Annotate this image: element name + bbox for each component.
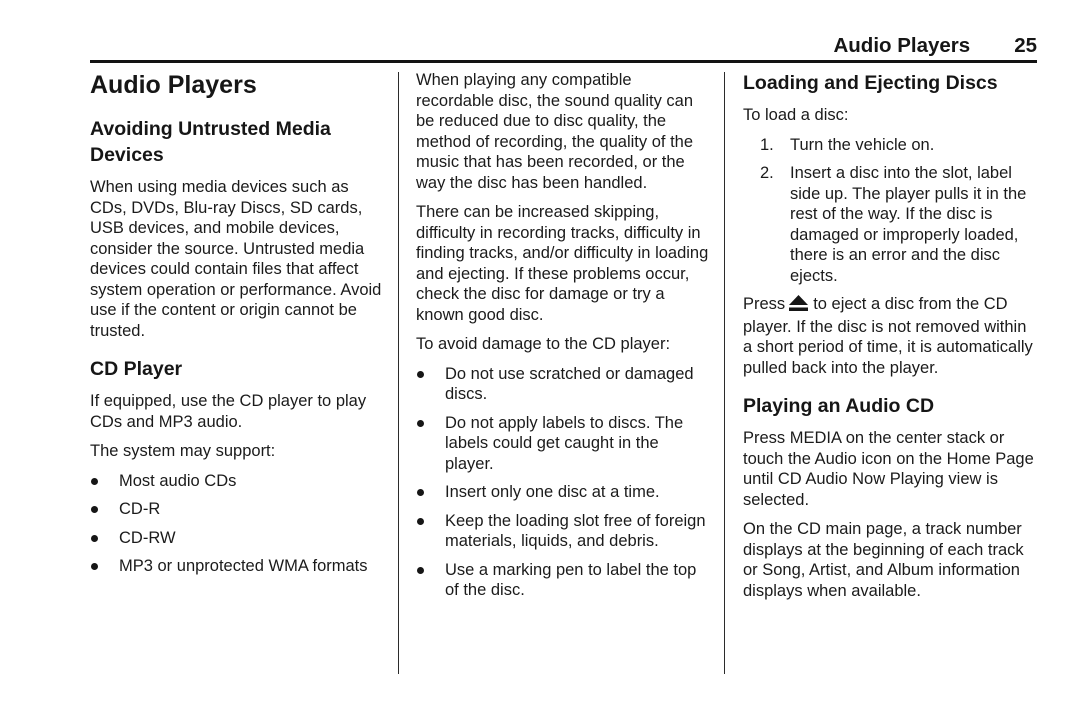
column-3 bbox=[725, 70, 1040, 674]
bullet-icon bbox=[416, 413, 445, 427]
list-item-text: Do not use scratched or damaged discs. bbox=[445, 364, 694, 403]
list-item bbox=[90, 471, 386, 492]
section-heading: Playing an Audio CD bbox=[743, 395, 935, 417]
bullet-icon bbox=[416, 482, 445, 496]
paragraph: Press MEDIA on the center stack or touch the Audio icon on the Home Page until CD Audio Now Playing view is selected. bbox=[743, 429, 1034, 509]
paragraph-with-icon bbox=[743, 294, 1040, 378]
list-item-text: MP3 or unprotected WMA formats bbox=[119, 557, 368, 575]
list-item-text: Do not apply labels to discs. The labels could get caught in the player. bbox=[445, 413, 684, 473]
bullet-list bbox=[90, 471, 386, 577]
column-1 bbox=[90, 70, 398, 674]
section-heading: Loading and Ejecting Discs bbox=[743, 72, 998, 94]
header-rule bbox=[90, 60, 1037, 63]
paragraph: If equipped, use the CD player to play CDs and MP3 audio. bbox=[90, 392, 367, 431]
numbered-list bbox=[743, 135, 1040, 287]
list-number: 2. bbox=[760, 164, 774, 182]
paragraph-text: Press bbox=[743, 295, 786, 313]
list-item bbox=[416, 511, 711, 552]
list-item-text: Most audio CDs bbox=[119, 471, 237, 490]
list-item bbox=[743, 163, 1040, 286]
running-header bbox=[90, 34, 1037, 58]
bullet-icon bbox=[416, 511, 445, 525]
eject-icon bbox=[789, 295, 808, 317]
bullet-icon bbox=[90, 556, 119, 570]
paragraph: On the CD main page, a track number displays at the beginning of each track or Song, Artist, and Album information displays when available. bbox=[743, 520, 1024, 600]
list-item-text: Insert a disc into the slot, label side up. The player pulls it in the rest of the way. If the disc is damaged or improperly loaded, there is an error and the disc ejects. bbox=[790, 164, 1027, 285]
list-item bbox=[743, 135, 1040, 156]
bullet-icon bbox=[416, 364, 445, 378]
list-item-text: Keep the loading slot free of foreign materials, liquids, and debris. bbox=[445, 511, 706, 550]
bullet-icon bbox=[416, 560, 445, 574]
page-title: Audio Players bbox=[90, 71, 257, 99]
list-item bbox=[90, 528, 386, 549]
paragraph: To load a disc: bbox=[743, 106, 849, 124]
list-item bbox=[416, 482, 711, 503]
bullet-list bbox=[416, 364, 711, 601]
list-item-text: Insert only one disc at a time. bbox=[445, 483, 660, 501]
paragraph: There can be increased skipping, difficulty in recording tracks, difficulty in finding tracks, and/or difficulty in loading and ejecting. If these problems occur, check the disc for damage or try a known good disc. bbox=[416, 203, 709, 324]
paragraph: When playing any compatible recordable disc, the sound quality can be reduced due to disc quality, the method of recording, the quality of the music that has been recorded, or the way the disc has been handled. bbox=[416, 71, 694, 192]
list-item-text: CD-R bbox=[119, 500, 161, 518]
column-2 bbox=[399, 70, 724, 674]
paragraph-text: to eject a disc from the CD player. If the disc is not removed within a short period of time, it is automatically pulled back into the player. bbox=[743, 295, 1033, 377]
section-heading: Avoiding Untrusted Media Devices bbox=[90, 118, 331, 166]
list-item bbox=[90, 556, 386, 577]
running-header-title: Audio Players bbox=[833, 34, 971, 57]
paragraph: To avoid damage to the CD player: bbox=[416, 335, 671, 353]
list-number: 1. bbox=[760, 135, 774, 154]
section-heading: CD Player bbox=[90, 358, 183, 380]
list-item-text: Use a marking pen to label the top of the disc. bbox=[445, 560, 697, 599]
bullet-icon bbox=[90, 528, 119, 542]
text-columns bbox=[90, 70, 1037, 674]
page-number: 25 bbox=[1014, 34, 1037, 57]
list-item bbox=[416, 413, 711, 475]
bullet-icon bbox=[90, 499, 119, 513]
bullet-icon bbox=[90, 471, 119, 485]
list-item-text: CD-RW bbox=[119, 528, 176, 547]
list-item bbox=[90, 499, 386, 520]
list-item-text: Turn the vehicle on. bbox=[790, 135, 935, 154]
paragraph: When using media devices such as CDs, DVDs, Blu-ray Discs, SD cards, USB devices, and mobile devices, consider the source. Untrusted media devices could contain files that affect system operation or performance. Avoid use if the content or origin cannot be trusted. bbox=[90, 178, 382, 340]
list-item bbox=[416, 560, 711, 601]
list-item bbox=[416, 364, 711, 405]
paragraph: The system may support: bbox=[90, 442, 276, 460]
